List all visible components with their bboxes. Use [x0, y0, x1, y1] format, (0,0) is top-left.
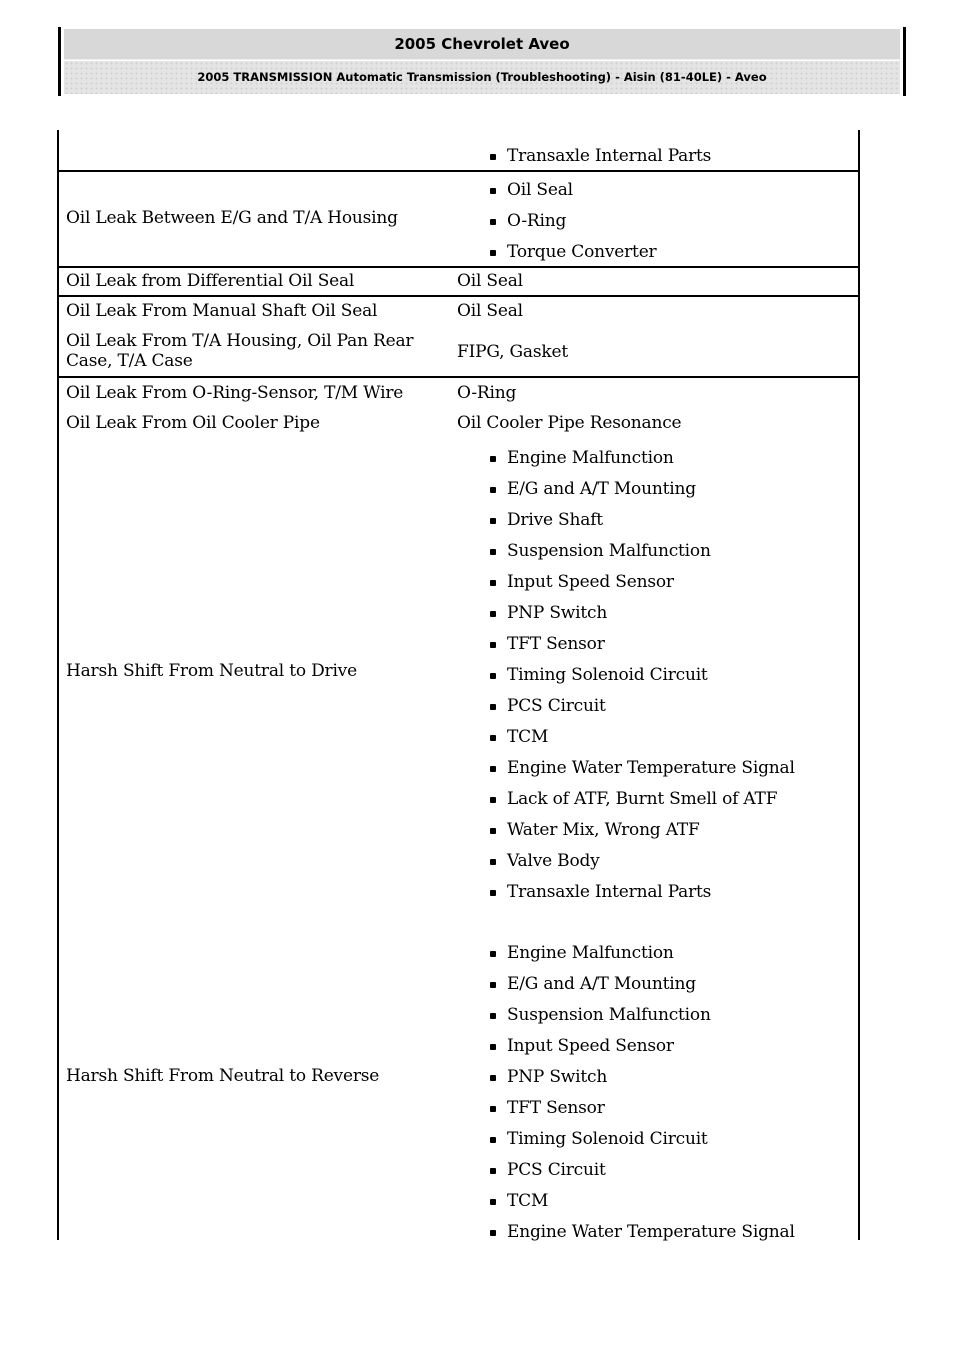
cause-item: PNP Switch	[487, 1066, 795, 1097]
header-left-border	[58, 27, 61, 96]
cause-item: E/G and A/T Mounting	[487, 478, 795, 509]
cause-list	[487, 179, 656, 272]
cause-item: TFT Sensor	[487, 1097, 795, 1128]
cause-item: TFT Sensor	[487, 633, 795, 664]
cause-item: Transaxle Internal Parts	[487, 881, 795, 912]
cause-item: Engine Malfunction	[487, 447, 795, 478]
condition-cell: Harsh Shift From Neutral to Drive	[66, 661, 357, 681]
cause-list	[487, 447, 795, 912]
header-right-border	[903, 27, 906, 96]
condition-cell: Oil Leak Between E/G and T/A Housing	[66, 208, 398, 228]
document-subtitle: 2005 TRANSMISSION Automatic Transmission (Troubleshooting) - Aisin (81-40LE) - Aveo	[64, 61, 900, 94]
row-divider	[57, 376, 860, 378]
cause-item: TCM	[487, 1190, 795, 1221]
cause-item: Input Speed Sensor	[487, 1035, 795, 1066]
cause-list	[487, 942, 795, 1252]
cause-cell: Oil Cooler Pipe Resonance	[457, 413, 682, 433]
cause-item: Valve Body	[487, 850, 795, 881]
cause-item: Timing Solenoid Circuit	[487, 664, 795, 695]
cause-cell: Oil Seal	[457, 301, 523, 321]
row-divider	[57, 266, 860, 268]
cause-item: Transaxle Internal Parts	[487, 145, 711, 176]
cause-cell: Oil Seal	[457, 271, 523, 291]
cause-item: Drive Shaft	[487, 509, 795, 540]
condition-cell: Oil Leak From T/A Housing, Oil Pan Rear Case, T/A Case	[66, 331, 414, 371]
row-divider	[57, 170, 860, 172]
cause-item: Oil Seal	[487, 179, 656, 210]
cause-item: Torque Converter	[487, 241, 656, 272]
cause-item: Engine Water Temperature Signal	[487, 757, 795, 788]
troubleshooting-table	[57, 130, 860, 1240]
condition-cell: Harsh Shift From Neutral to Reverse	[66, 1066, 380, 1086]
cause-item: PCS Circuit	[487, 1159, 795, 1190]
row-divider	[57, 295, 860, 297]
cause-item: Water Mix, Wrong ATF	[487, 819, 795, 850]
cause-cell: FIPG, Gasket	[457, 342, 568, 362]
condition-cell: Oil Leak From Manual Shaft Oil Seal	[66, 301, 378, 321]
cause-item: TCM	[487, 726, 795, 757]
condition-cell: Oil Leak From O-Ring-Sensor, T/M Wire	[66, 383, 404, 403]
cause-item: Engine Malfunction	[487, 942, 795, 973]
cause-item: Suspension Malfunction	[487, 1004, 795, 1035]
document-title: 2005 Chevrolet Aveo	[64, 29, 900, 60]
cause-item: Input Speed Sensor	[487, 571, 795, 602]
document-header	[58, 27, 906, 96]
cause-cell: O-Ring	[457, 383, 517, 403]
cause-item: E/G and A/T Mounting	[487, 973, 795, 1004]
condition-cell: Oil Leak From Oil Cooler Pipe	[66, 413, 320, 433]
cause-item: Lack of ATF, Burnt Smell of ATF	[487, 788, 795, 819]
condition-cell: Oil Leak from Differential Oil Seal	[66, 271, 355, 291]
cause-item: Suspension Malfunction	[487, 540, 795, 571]
cause-item: PNP Switch	[487, 602, 795, 633]
cause-item: PCS Circuit	[487, 695, 795, 726]
cause-item: Engine Water Temperature Signal	[487, 1221, 795, 1252]
cause-item: Timing Solenoid Circuit	[487, 1128, 795, 1159]
cause-item: O-Ring	[487, 210, 656, 241]
